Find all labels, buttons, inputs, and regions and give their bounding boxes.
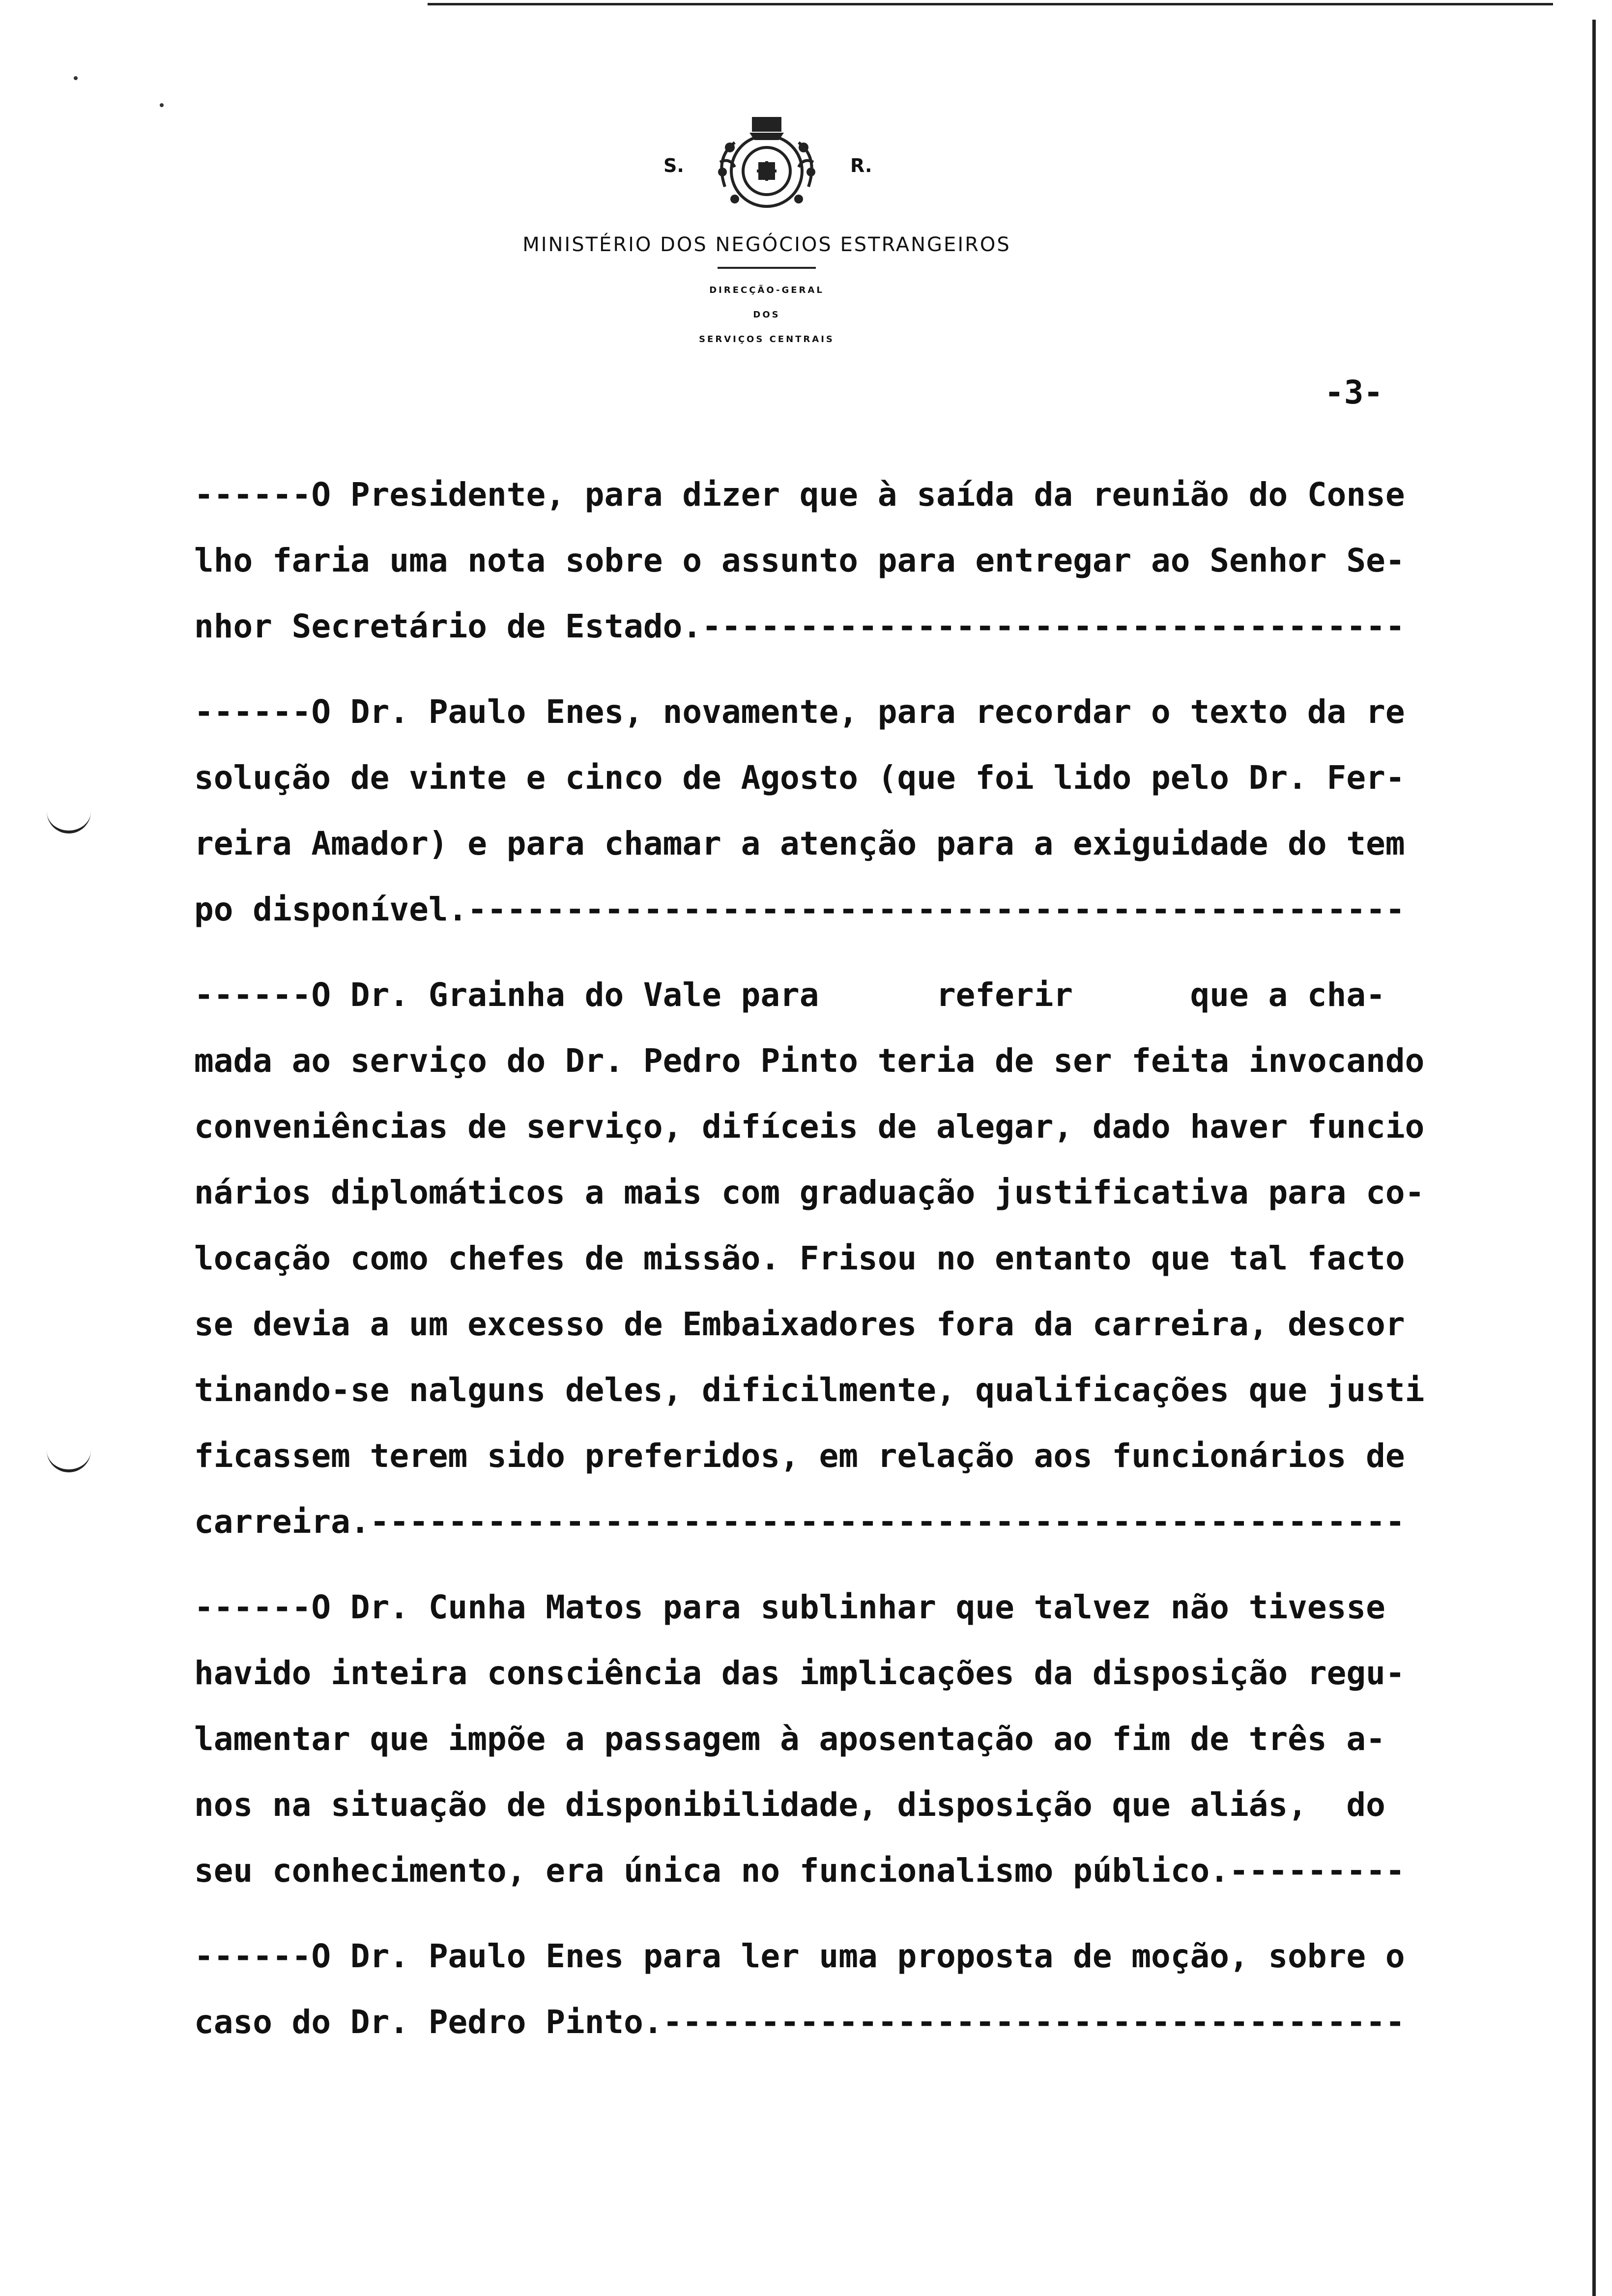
punch-hole-mark bbox=[47, 811, 91, 833]
text-line: tinando-se nalguns deles, dificilmente, qualificações que justi bbox=[194, 1371, 1425, 1409]
text-line: ------O Presidente, para dizer que à saída da reunião do Conse bbox=[194, 476, 1405, 514]
ministry-name: MINISTÉRIO DOS NEGÓCIOS ESTRANGEIROS bbox=[522, 233, 1011, 256]
text-line: nos na situação de disponibilidade, disposição que aliás, do bbox=[194, 1786, 1385, 1824]
text-line: havido inteira consciência das implicações da disposição regu- bbox=[194, 1654, 1405, 1692]
text-line: ------O Dr. Paulo Enes, novamente, para recordar o texto da re bbox=[194, 693, 1405, 731]
letterhead-left-mark: S. bbox=[663, 155, 684, 176]
text-line: locação como chefes de missão. Frisou no entanto que tal facto bbox=[194, 1239, 1405, 1277]
punch-hole-mark bbox=[47, 1450, 91, 1472]
text-line: lamentar que impõe a passagem à aposentação ao fim de três a- bbox=[194, 1720, 1385, 1758]
paragraph bbox=[194, 1575, 1482, 1904]
direction-line: DOS bbox=[753, 310, 780, 320]
text-line: lho faria uma nota sobre o assunto para entregar ao Senhor Se- bbox=[194, 542, 1405, 579]
text-line: reira Amador) e para chamar a atenção para a exiguidade do tem bbox=[194, 825, 1405, 862]
text-line: seu conhecimento, era única no funcionalismo público.--------- bbox=[194, 1852, 1405, 1890]
letterhead-rule bbox=[718, 267, 816, 269]
text-line: mada ao serviço do Dr. Pedro Pinto teria de ser feita invocando bbox=[194, 1042, 1425, 1080]
direction-line: DIRECÇÃO-GERAL bbox=[709, 285, 824, 295]
text-line: nhor Secretário de Estado.------------------------------------ bbox=[194, 607, 1405, 645]
text-line: conveniências de serviço, difíceis de alegar, dado haver funcio bbox=[194, 1108, 1425, 1146]
page-number: -3- bbox=[1324, 373, 1383, 411]
paragraph bbox=[194, 462, 1482, 660]
paragraph bbox=[194, 962, 1482, 1555]
text-line: carreira.----------------------------------------------------- bbox=[194, 1503, 1405, 1541]
text-line: caso do Dr. Pedro Pinto.-------------------------------------- bbox=[194, 2003, 1405, 2041]
text-line: ------O Dr. Paulo Enes para ler uma proposta de moção, sobre o bbox=[194, 1937, 1405, 1975]
minutes-body bbox=[194, 462, 1482, 2075]
letterhead-right-mark: R. bbox=[850, 155, 872, 176]
text-line: ------O Dr. Cunha Matos para sublinhar que talvez não tivesse bbox=[194, 1588, 1385, 1626]
text-line: ficassem terem sido preferidos, em relação aos funcionários de bbox=[194, 1437, 1405, 1475]
text-line: nários diplomáticos a mais com graduação justificativa para co- bbox=[194, 1174, 1425, 1211]
paragraph bbox=[194, 1923, 1482, 2055]
text-line: solução de vinte e cinco de Agosto (que foi lido pelo Dr. Fer- bbox=[194, 759, 1405, 797]
coat-of-arms-icon bbox=[700, 113, 833, 221]
right-border-line bbox=[1592, 20, 1596, 2296]
text-line: po disponível.------------------------------------------------ bbox=[194, 890, 1405, 928]
scan-speck bbox=[74, 76, 78, 80]
direction-line: SERVIÇOS CENTRAIS bbox=[699, 334, 835, 344]
paragraph bbox=[194, 679, 1482, 943]
text-line: se devia a um excesso de Embaixadores fora da carreira, descor bbox=[194, 1305, 1405, 1343]
text-line: ------O Dr. Grainha do Vale para referir que a cha- bbox=[194, 976, 1385, 1014]
top-border-line bbox=[428, 3, 1553, 5]
scan-speck bbox=[160, 103, 164, 107]
